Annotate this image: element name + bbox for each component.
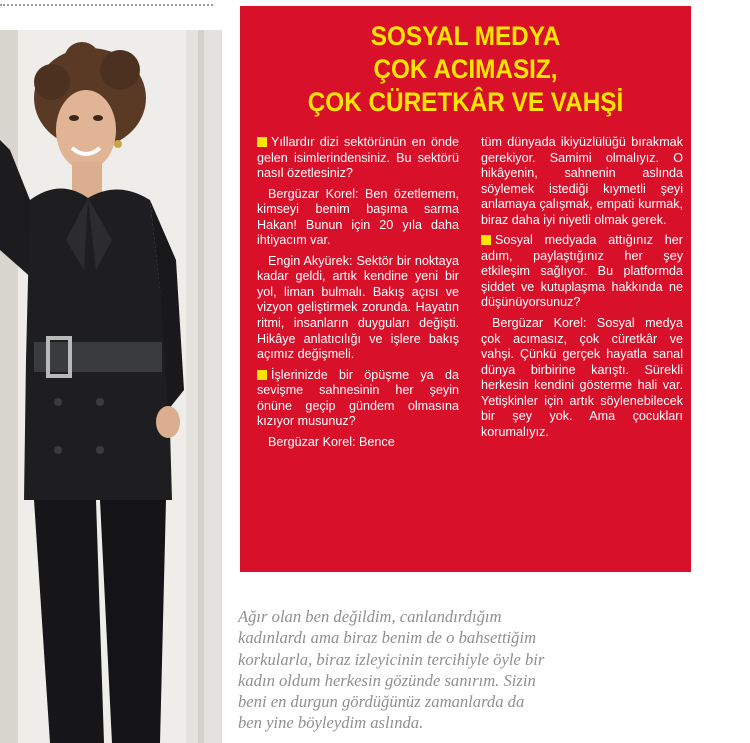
pull-quote-line: Ağır olan ben değildim, canlandırdığım <box>238 607 502 626</box>
answer-paragraph: Bergüzar Korel: Ben özetlemem, kimseyi benim başıma sarma Hakan! Bunun için 20 yıla daha ihtiyacım var. <box>257 186 459 248</box>
question-paragraph <box>481 233 683 311</box>
question-paragraph <box>257 135 459 182</box>
portrait-photo <box>0 30 222 743</box>
paragraph-text: İşlerinizde bir öpüşme ya da sevişme sahnesinin her şeyin önüne geçip gündem olmasına kızıyor musunuz? <box>257 367 459 429</box>
top-dotted-rule <box>0 4 213 6</box>
headline <box>263 20 669 119</box>
yellow-square-bullet-icon <box>257 137 267 147</box>
answer-paragraph: Bergüzar Korel: Bence <box>268 434 395 449</box>
pull-quote-line: kadınlardı ama biraz benim de o bahsettiğim <box>238 628 537 648</box>
pull-quote-line: ben yine böyleydim aslında. <box>238 713 424 733</box>
answer-paragraph: Engin Akyürek: Sektör bir noktaya kadar geldi, artık kendine yeni bir yol, liman bulmalı. Bakış açısı ve vizyon geliştirmek zorunda. Hayatın ritmi, insanların duyguları değişti. Hikâye anlatıcılığı ve işlere bakış açımız değişmeli. <box>257 253 459 362</box>
answer-paragraph: Bergüzar Korel: Sosyal medya çok acımasız, çok cüretkâr ve vahşi. Çünkü gerçek hayatla sanal dünya birbirine karıştı. Sürekli herkesin kendini gösterme hali var. Yetişkinler için artık söylenebilecek bir şey yok. Ama çocukları korumalıyız. <box>481 316 683 439</box>
interview-box <box>240 6 691 572</box>
yellow-square-bullet-icon <box>481 235 491 245</box>
paragraph-text: Sosyal medyada attığınız her adım, paylaştığınız her şey etkileşim sağlıyor. Bu platformda şiddet ve kutuplaşma hakkında ne düşünüyorsunuz? <box>481 233 683 310</box>
question-paragraph <box>257 368 459 430</box>
text-column-right <box>481 135 683 445</box>
yellow-square-bullet-icon <box>257 370 267 380</box>
headline-line: SOSYAL MEDYA <box>370 21 561 51</box>
answer-paragraph: tüm dünyada ikiyüzlülüğü bırakmak gerekiyor. Samimi olmalıyız. O hikâyenin, sahnenin aslında söylemek istediği kıymetli şeyi anlamaya çalışmak, empati kurmak, biraz daha iyi niyetli olmak gerek. <box>481 135 683 227</box>
pull-quote-line: korkularla, biraz izleyicinin tercihiyle öyle bir <box>238 649 545 669</box>
pull-quote <box>238 606 688 734</box>
pull-quote-line: kadın oldum herkesin gözünde sanırım. Sizin <box>238 670 536 690</box>
text-column-left <box>257 135 459 455</box>
paragraph-text: Yıllardır dizi sektörünün en önde gelen isimlerindensiniz. Bu sektörü nasıl özetlesiniz? <box>257 135 459 181</box>
headline-line: ÇOK ACIMASIZ, <box>373 54 558 84</box>
woman-in-black-suit-illustration <box>0 30 222 743</box>
headline-line: ÇOK CÜRETKÂR VE VAHŞİ <box>307 87 624 117</box>
pull-quote-line: beni en durgun gördüğünüz zamanlarda da <box>238 692 525 712</box>
